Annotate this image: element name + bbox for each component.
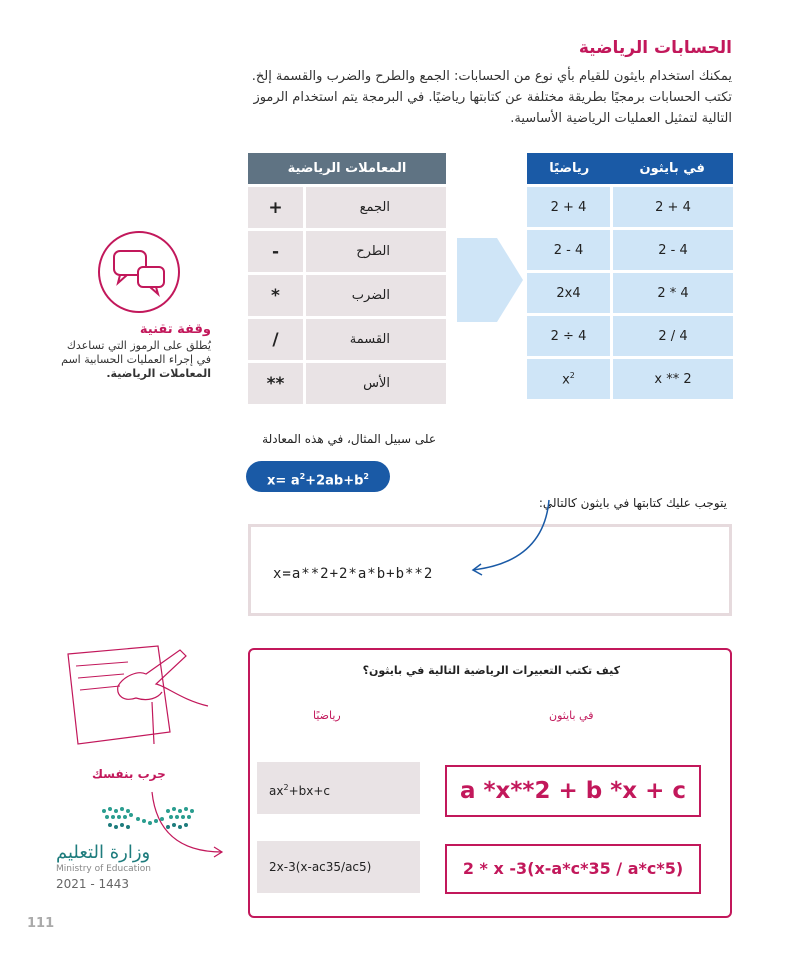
table-row [527,229,733,272]
operator-name: الطرح [305,230,447,274]
python-cell: x ** 2 [612,358,734,400]
table-row [248,230,446,274]
try-question: كيف تكتب التعبيرات الرياضية التالية في بايثون؟ [362,664,620,677]
ministry-logo [98,803,198,837]
math-cell: 2x4 [527,272,612,315]
python-cell: 2 / 4 [612,315,734,358]
tip-title: وقفة تقنية [139,322,211,337]
curved-arrow-icon [445,490,555,580]
exercise-math-cell [257,841,420,893]
python-column-header: في بايثون [612,153,734,186]
python-code: x=a**2+2*a*b+b**2 [273,566,434,582]
table-row [248,186,446,230]
python-cell: 2 + 4 [612,186,734,229]
equation-middle: +2ab+b [305,473,364,489]
operators-table-header: المعاملات الرياضية [248,153,446,186]
arrow-right-icon [457,238,523,322]
math-cell: 2 ÷ 4 [527,315,612,358]
operator-name: الأس [305,362,447,405]
table-row [248,362,446,405]
exercise-math-prefix: ax [269,784,284,798]
math-column-header: رياضيًا [527,153,612,186]
python-cell: 2 * 4 [612,272,734,315]
equation-pill [246,461,390,492]
page-number: 111 [27,916,55,931]
math-cell: 2 + 4 [527,186,612,229]
math-cell: 2 - 4 [527,229,612,272]
ministry-year: 2021 - 1443 [56,877,130,891]
python-column-header: في بايثون [549,709,594,722]
table-row [527,186,733,229]
must-write-text: يتوجب عليك كتابتها في بايثون كالتالي: [538,496,727,510]
ministry-name-english: Ministry of Education [56,864,151,874]
table-row [248,274,446,318]
exercise-math-exponent: 2 [283,783,289,792]
table-row [527,315,733,358]
operator-name: الضرب [305,274,447,318]
table-row [527,358,733,400]
operator-symbol: ** [248,362,305,405]
equation-exponent: 2 [363,472,369,481]
operator-name: الجمع [305,186,447,230]
python-answer-field[interactable]: a *x**2 + b *x + c [445,765,701,817]
operator-symbol: / [248,318,305,362]
tip-text [51,339,211,381]
operator-symbol: + [248,186,305,230]
exercise-math-text: 2x-3(x-ac35/ac5) [269,860,372,874]
tip-body: يُطلق على الرموز التي تساعدك في إجراء العمليات الحسابية اسم [61,339,211,366]
operator-symbol: * [248,274,305,318]
math-base: x [562,372,570,388]
speech-bubbles-icon [98,231,180,313]
ministry-name-arabic: وزارة التعليم [56,842,151,863]
exercise-math-cell [257,762,420,814]
equation-exponent: 2 [299,472,306,481]
writing-hand-illustration [62,640,212,755]
exercise-math-suffix: +bx+c [288,784,330,798]
math-exponent: 2 [569,370,575,380]
python-cell: 2 - 4 [612,229,734,272]
math-column-header: رياضيًا [313,709,341,722]
operators-table [248,153,446,404]
example-intro: على سبيل المثال، في هذه المعادلة [262,432,436,446]
section-title: الحسابات الرياضية [578,38,732,58]
try-yourself-label: جرب بنفسك [92,767,166,781]
operator-name: القسمة [305,318,447,362]
table-row [248,318,446,362]
operator-symbol: - [248,230,305,274]
table-row [527,272,733,315]
intro-paragraph: يمكنك استخدام بايثون للقيام بأي نوع من الحسابات: الجمع والطرح والضرب والقسمة إلخ. تكتب الحسابات برمجيًا بطريقة مختلفة عن كتابتها رياضيًا. في البرمجة يتم استخدام الرموز التالية لتمثيل العمليات الرياضية الأساسية. [251,69,732,126]
equation-prefix: x= a [267,473,300,489]
python-math-table [527,153,733,399]
math-cell [527,358,612,400]
tip-bold: المعاملات الرياضية. [106,367,211,380]
python-answer-field[interactable]: 2 * x -3(x-a*c*35 / a*c*5) [445,844,701,894]
